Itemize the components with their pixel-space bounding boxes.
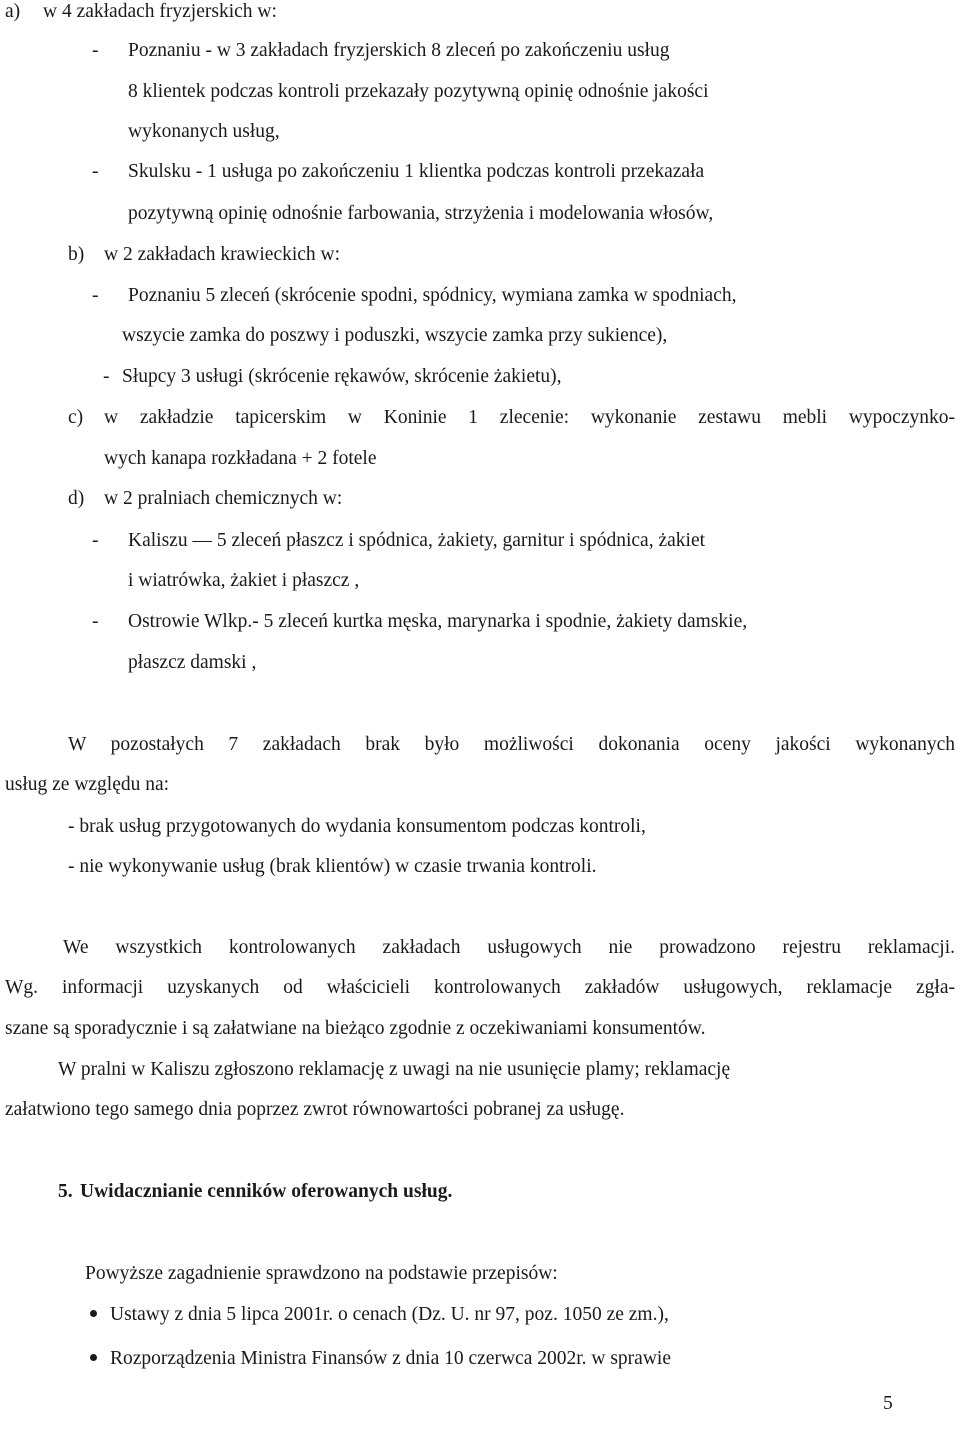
- list-marker-c: c): [68, 407, 84, 428]
- basis-intro: Powyższe zagadnienie sprawdzono na podstawie przepisów:: [85, 1263, 558, 1284]
- list-a-item-1-line-3: wykonanych usług,: [128, 121, 280, 142]
- paragraph-kalisz-line-2: załatwiono tego samego dnia poprzez zwrot równowartości pobranej za usługę.: [5, 1099, 625, 1120]
- bullet-marker: [90, 1310, 97, 1317]
- paragraph-remaining-line-2: usług ze względu na:: [5, 774, 170, 795]
- list-b-item-1-line-2: wszycie zamka do poszwy i poduszki, wszycie zamka przy sukience),: [122, 325, 668, 346]
- list-d-heading: w 2 pralniach chemicznych w:: [104, 488, 343, 509]
- dash-marker: -: [103, 366, 110, 387]
- list-a-item-1-line-1: Poznaniu - w 3 zakładach fryzjerskich 8 zleceń po zakończeniu usług: [128, 40, 670, 61]
- bullet-marker: [90, 1354, 97, 1361]
- basis-bullet-1: Ustawy z dnia 5 lipca 2001r. o cenach (Dz. U. nr 97, poz. 1050 ze zm.),: [110, 1304, 669, 1325]
- list-c-line-2: wych kanapa rozkładana + 2 fotele: [104, 448, 377, 469]
- list-c-line-1: w zakładzie tapicerskim w Koninie 1 zlecenie: wykonanie zestawu mebli wypoczynko-: [104, 407, 955, 428]
- section-title: Uwidacznianie cenników oferowanych usług.: [80, 1181, 453, 1202]
- paragraph-remaining-item-2: - nie wykonywanie usług (brak klientów) w czasie trwania kontroli.: [68, 856, 597, 877]
- list-b-heading: w 2 zakładach krawieckich w:: [104, 244, 341, 265]
- list-d-item-1-line-1: Kaliszu — 5 zleceń płaszcz i spódnica, żakiety, garnitur i spódnica, żakiet: [128, 530, 706, 551]
- list-a-item-1-line-2: 8 klientek podczas kontroli przekazały pozytywną opinię odnośnie jakości: [128, 81, 709, 102]
- basis-bullet-2: Rozporządzenia Ministra Finansów z dnia 10 czerwca 2002r. w sprawie: [110, 1348, 671, 1369]
- list-d-item-2-line-1: Ostrowie Wlkp.- 5 zleceń kurtka męska, marynarka i spodnie, żakiety damskie,: [128, 611, 748, 632]
- dash-marker: -: [92, 40, 99, 61]
- list-marker-d: d): [68, 488, 85, 509]
- list-a-item-2-line-1: Skulsku - 1 usługa po zakończeniu 1 klientka podczas kontroli przekazała: [128, 161, 705, 182]
- paragraph-complaints-line-1: We wszystkich kontrolowanych zakładach usługowych nie prowadzono rejestru reklamacji.: [63, 937, 955, 958]
- paragraph-complaints-line-2: Wg. informacji uzyskanych od właścicieli kontrolowanych zakładów usługowych, reklamacje zgła-: [5, 977, 955, 998]
- list-a-item-2-line-2: pozytywną opinię odnośnie farbowania, strzyżenia i modelowania włosów,: [128, 203, 714, 224]
- paragraph-complaints-line-3: szane są sporadycznie i są załatwiane na bieżąco zgodnie z oczekiwaniami konsumentów.: [5, 1018, 706, 1039]
- list-d-item-1-line-2: i wiatrówka, żakiet i płaszcz ,: [128, 570, 360, 591]
- dash-marker: -: [92, 611, 99, 632]
- dash-marker: -: [92, 530, 99, 551]
- paragraph-kalisz-line-1: W pralni w Kaliszu zgłoszono reklamację z uwagi na nie usunięcie plamy; reklamację: [58, 1059, 731, 1080]
- dash-marker: -: [92, 285, 99, 306]
- list-b-item-1-line-1: Poznaniu 5 zleceń (skrócenie spodni, spódnicy, wymiana zamka w spodniach,: [128, 285, 737, 306]
- section-number: 5.: [58, 1181, 73, 1202]
- list-d-item-2-line-2: płaszcz damski ,: [128, 652, 257, 673]
- list-marker-a: a): [5, 1, 21, 22]
- page-number: 5: [883, 1393, 893, 1414]
- paragraph-remaining-item-1: - brak usług przygotowanych do wydania konsumentom podczas kontroli,: [68, 816, 646, 837]
- paragraph-remaining-line-1: W pozostałych 7 zakładach brak było możliwości dokonania oceny jakości wykonanych: [68, 734, 955, 755]
- list-a-heading: w 4 zakładach fryzjerskich w:: [43, 1, 277, 22]
- dash-marker: -: [92, 161, 99, 182]
- list-b-item-2-line-1: Słupcy 3 usługi (skrócenie rękawów, skrócenie żakietu),: [122, 366, 562, 387]
- list-marker-b: b): [68, 244, 85, 265]
